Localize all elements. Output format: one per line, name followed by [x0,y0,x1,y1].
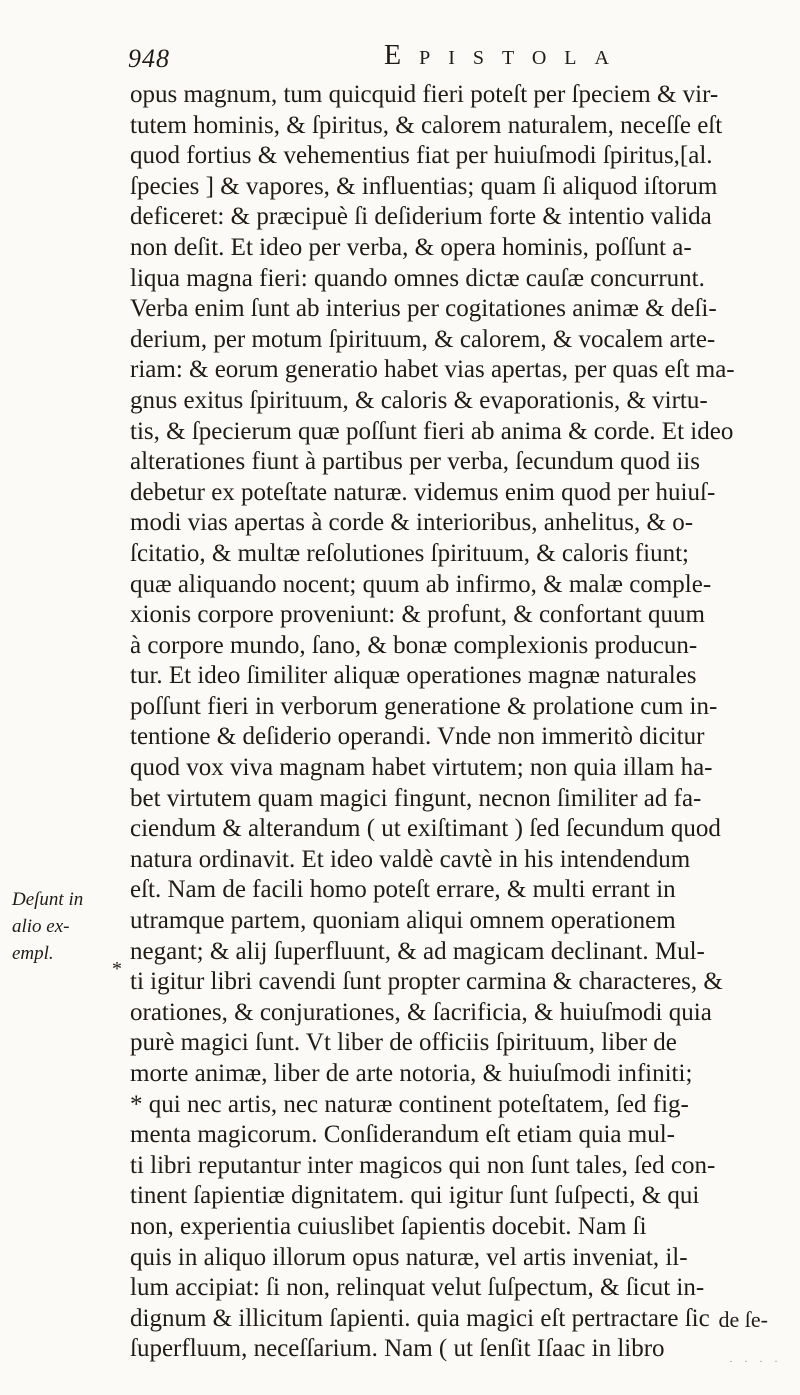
text-line: negant; & alij ſuperfluunt, & ad magicam declinant. Mul- [130,937,705,965]
text-line: à corpore mundo, ſano, & bonæ complexionis producun- [130,631,698,659]
margin-note [12,886,122,967]
text-line: ciendum & alterandum ( ut exiſtimant ) ſed ſecundum quod [130,815,721,843]
text-line: deficeret: & præcipuè ſi deſiderium forte & intentio valida [130,203,712,231]
text-line: modi vias apertas à corde & interioribus, anhelitus, & o- [130,509,694,537]
text-line: non deſit. Et ideo per verba, & opera hominis, poſſunt a- [130,233,692,261]
page-header [128,40,800,84]
text-line: * qui nec artis, nec naturæ continent poteſtatem, ſed fig- [130,1090,689,1118]
text-line: bet virtutem quam magici fingunt, necnon ſimiliter ad fa- [130,784,702,812]
text-line: morte animæ, liber de arte notoria, & huiuſmodi infiniti; [130,1060,693,1087]
text-line: tur. Et ideo ſimiliter aliquæ operationes magnæ naturales [130,662,697,690]
text-line: riam: & eorum generatio habet vias apertas, per quas eſt ma- [130,356,735,384]
text-line: tutem hominis, & ſpiritus, & calorem naturalem, neceſſe eſt [130,111,723,139]
text-line: quis in aliquo illorum opus naturæ, vel artis inveniat, il- [130,1243,688,1271]
body-text [130,80,800,1365]
text-line: quæ aliquando nocent; quum ab infirmo, & malæ comple- [130,570,712,598]
text-line: orationes, & conjurationes, & ſacrificia, & huiuſmodi quia [130,998,712,1026]
text-line: Verba enim ſunt ab interius per cogitationes animæ & deſi- [130,295,717,323]
text-line: ti libri reputantur inter magicos qui non ſunt tales, ſed con- [130,1151,716,1179]
margin-asterisk: * [112,958,122,980]
text-line: xionis corpore proveniunt: & profunt, & confortant quum [130,601,705,629]
text-line: quod fortius & vehementius fiat per huiuſmodi ſpiritus,[al. [130,142,713,170]
text-line: non, experientia cuiuslibet ſapientis docebit. Nam ſi [130,1212,647,1240]
text-line: ti igitur libri cavendi ſunt propter carmina & characteres, & [130,968,723,996]
text-line: poſſunt fieri in verborum generatione & prolatione cum in- [130,692,718,720]
text-line: debetur ex poteſtate naturæ. videmus enim quod per huiuſ- [130,478,716,506]
text-line: menta magicorum. Conſiderandum eſt etiam quia mul- [130,1121,675,1149]
margin-note-line: empl. [12,943,54,964]
text-line: lum accipiat: ſi non, relinquat velut ſuſpectum, & ſicut in- [130,1274,705,1302]
text-line: ſcitatio, & multæ reſolutiones ſpirituum, & caloris fiunt; [130,539,689,567]
text-line: natura ordinavit. Et ideo valdè cavtè in his intendendum [130,845,691,873]
text-line: liqua magna fieri: quando omnes dictæ cauſæ concurrunt. [130,264,705,292]
catchword: de ſe- [718,1307,768,1332]
text-line: purè magici ſunt. Vt liber de officiis ſpirituum, liber de [130,1029,677,1057]
text-line: gnus exitus ſpirituum, & caloris & evaporationis, & virtu- [130,386,708,414]
text-line: utramque partem, quoniam aliqui omnem operationem [130,907,676,935]
text-line: alterationes fiunt à partibus per verba, ſecundum quod iis [130,448,700,476]
margin-note-line: alio ex- [12,916,70,937]
text-line: tinent ſapientiæ dignitatem. qui igitur ſunt ſuſpecti, & qui [130,1182,700,1210]
margin-note-line: Deſunt in [12,889,84,910]
running-title: Epistola [384,40,627,71]
text-line: derium, per motum ſpirituum, & calorem, & vocalem arte- [130,325,716,353]
text-line: eſt. Nam de facili homo poteſt errare, & multi errant in [130,876,676,904]
text-line: ſuperfluum, neceſſarium. Nam ( ut ſenſit Iſaac in libro [130,1335,665,1363]
text-line: tis, & ſpecierum quæ poſſunt fieri ab anima & corde. Et ideo [130,417,734,445]
page-number: 948 [128,44,170,73]
text-line: opus magnum, tum quicquid fieri poteſt per ſpeciem & vir- [130,81,719,108]
ink-smudge: · · · · [729,1354,782,1368]
text-line: tentione & deſiderio operandi. Vnde non immeritò dicitur [130,723,705,751]
text-line: dignum & illicitum ſapienti. quia magici eſt pertractare ſic [130,1304,710,1332]
text-line: quod vox viva magnam habet virtutem; non quia illam ha- [130,754,713,782]
text-line: ſpecies ] & vapores, & influentias; quam ſi aliquod iſtorum [130,172,718,200]
